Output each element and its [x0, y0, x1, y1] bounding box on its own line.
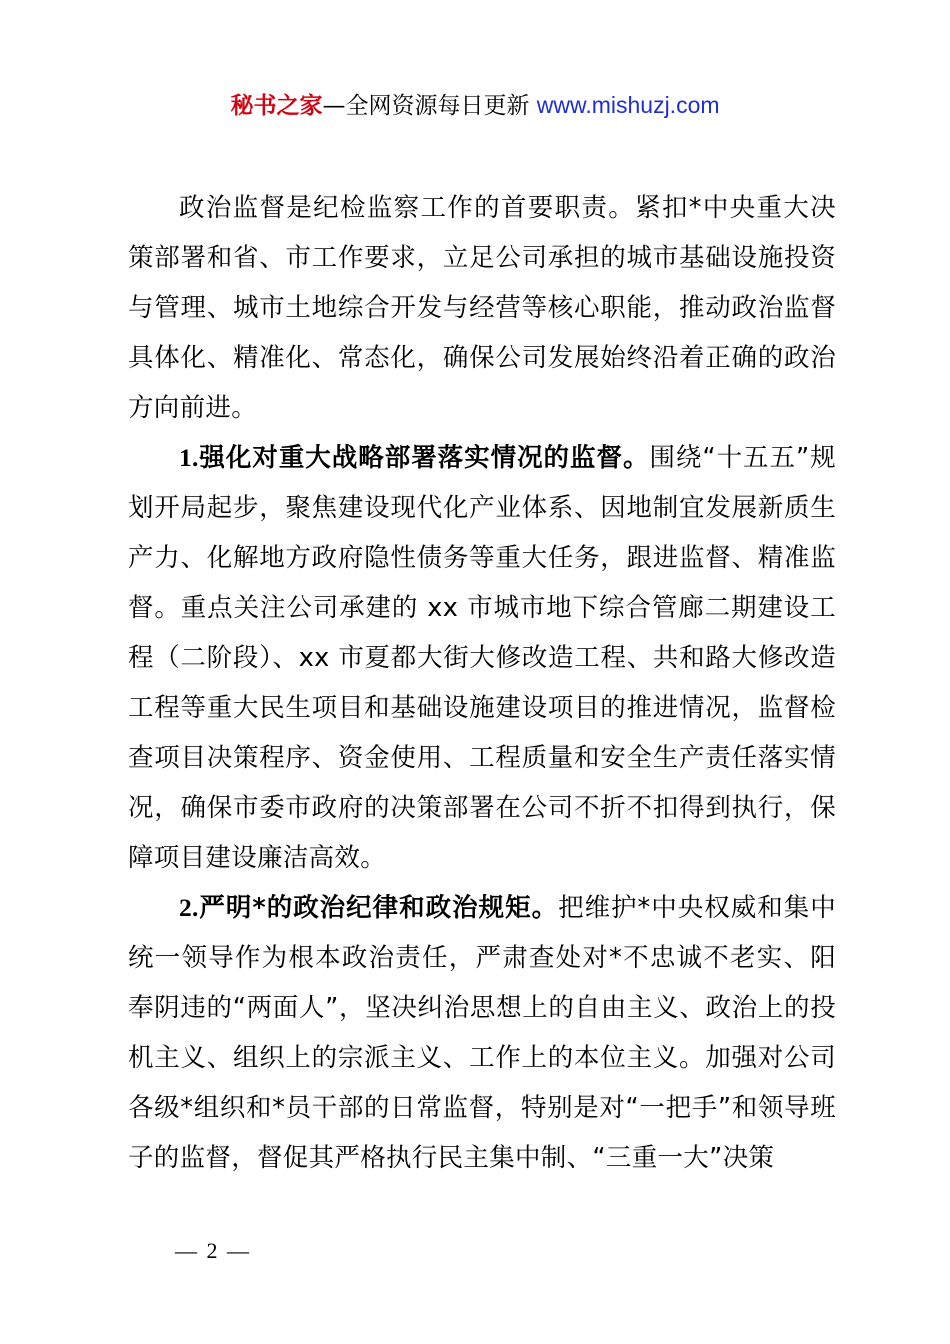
paragraph-section-2 [128, 883, 836, 1183]
paragraph-text: 把维护*中央权威和集中统一领导作为根本政治责任，严肃查处对*不忠诚不老实、阳奉阴违的“两面人”，坚决纠治思想上的自由主义、政治上的投机主义、组织上的宗派主义、工作上的本位主义。加强对公司各级*组织和*员干部的日常监督，特别是对“一把手”和领导班子的监督，督促其严格执行民主集中制、“三重一大”决策 [128, 893, 836, 1173]
header-brand: 秘书之家 [230, 93, 323, 119]
paragraph-text: 政治监督是纪检监察工作的首要职责。紧扣*中央重大决策部署和省、市工作要求，立足公司承担的城市基础设施投资与管理、城市土地综合开发与经营等核心职能，推动政治监督具体化、精准化、常态化，确保公司发展始终沿着正确的政治方向前进。 [128, 193, 836, 423]
paragraph-text: 围绕“十五五”规划开局起步，聚焦建设现代化产业体系、因地制宜发展新质生产力、化解地方政府隐性债务等重大任务，跟进监督、精准监督。重点关注公司承建的 xx 市城市地下综合管廊二期建设工程（二阶段）、xx 市夏都大街大修改造工程、共和路大修改造工程等重大民生项目和基础设施建设项目的推进情况，监督检查项目决策程序、资金使用、工程质量和安全生产责任落实情况，确保市委市政府的决策部署在公司不折不扣得到执行，保障项目建设廉洁高效。 [128, 443, 836, 873]
paragraph-section-1 [128, 433, 836, 883]
page-number: — 2 — [175, 1238, 251, 1263]
watermark-header [0, 88, 950, 123]
header-slogan: —全网资源每日更新 [322, 93, 530, 119]
header-url[interactable]: www.mishuzj.com [536, 92, 720, 118]
section-number: 2. [179, 893, 199, 922]
section-number: 1. [179, 443, 199, 472]
document-body [128, 183, 836, 1183]
section-heading: 严明*的政治纪律和政治规矩。 [198, 893, 559, 923]
paragraph-intro [128, 183, 836, 433]
section-heading: 强化对重大战略部署落实情况的监督。 [198, 443, 650, 473]
